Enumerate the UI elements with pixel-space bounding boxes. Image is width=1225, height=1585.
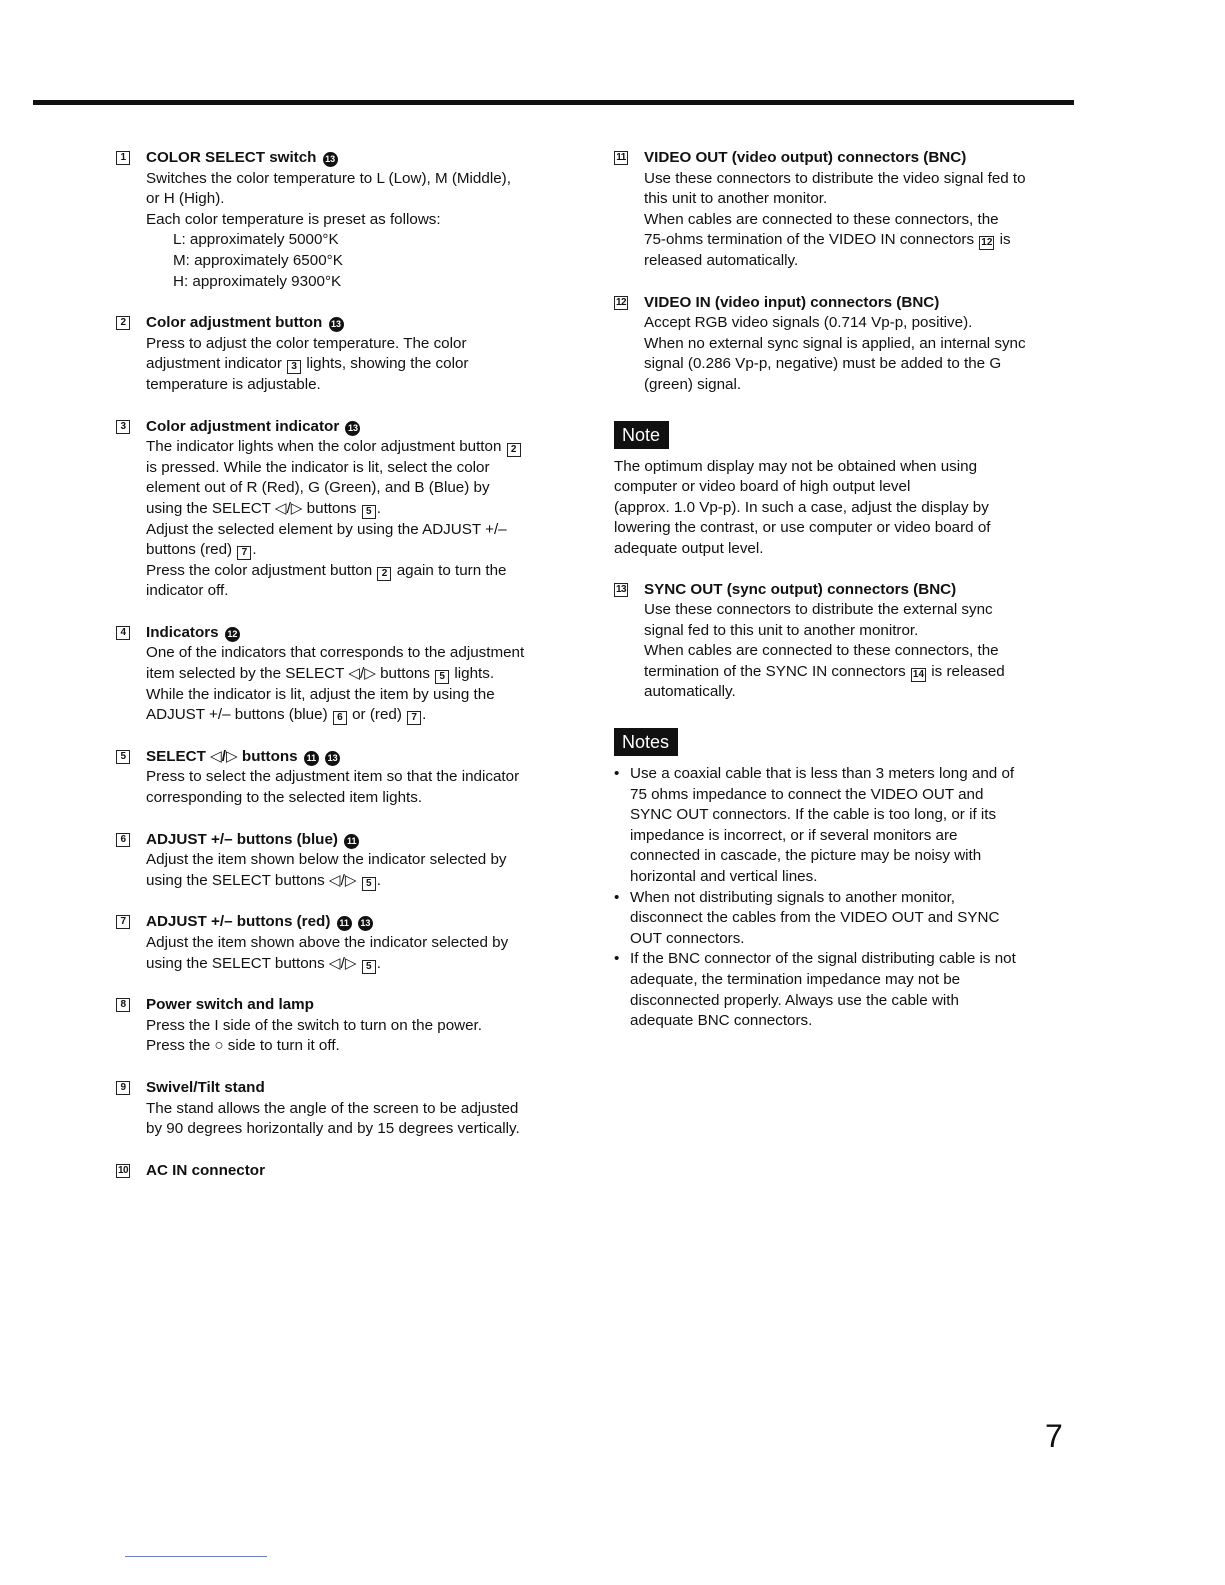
text-line: Adjust the item shown below the indicator selected by bbox=[146, 851, 507, 869]
item-number: 13 bbox=[615, 583, 627, 595]
text-line: using the SELECT buttons ◁/▷ 5 . bbox=[146, 954, 381, 972]
item-number: 3 bbox=[116, 420, 130, 434]
item-13 bbox=[614, 580, 1074, 704]
item-ref: 7 bbox=[237, 546, 251, 560]
text-line: Adjust the item shown above the indicator selected by bbox=[146, 934, 509, 951]
item-6 bbox=[116, 830, 576, 892]
text-line: Adjust the selected element by using the ADJUST +/– bbox=[146, 520, 507, 538]
note-line: The optimum display may not be obtained when using bbox=[614, 457, 978, 475]
item-number: 8 bbox=[116, 998, 130, 1012]
item-number: 5 bbox=[116, 750, 130, 764]
circled-ref: 13 bbox=[325, 751, 340, 766]
item-number: 12 bbox=[615, 296, 627, 308]
item-5 bbox=[116, 747, 576, 809]
item-title: Color adjustment button bbox=[146, 314, 323, 332]
circled-ref: 13 bbox=[323, 152, 338, 167]
item-title: Color adjustment indicator bbox=[146, 417, 340, 435]
text-line: Each color temperature is preset as follows: bbox=[146, 210, 441, 228]
text-line: When cables are connected to these connectors, the bbox=[644, 642, 999, 660]
text-line: While the indicator is lit, adjust the item by using the bbox=[146, 685, 495, 703]
item-title: Indicators bbox=[146, 623, 219, 641]
circled-ref: 13 bbox=[358, 916, 373, 931]
item-ref: 14 bbox=[912, 668, 925, 680]
text-line: The stand allows the angle of the screen to be adjusted bbox=[146, 1099, 519, 1117]
notes-block bbox=[614, 724, 1074, 1032]
item-ref: 5 bbox=[362, 877, 376, 891]
note-badge: Note bbox=[614, 421, 669, 449]
item-9 bbox=[116, 1078, 576, 1140]
footer-rule bbox=[125, 1556, 267, 1557]
text-line: temperature is adjustable. bbox=[146, 375, 321, 393]
text-line: Press the ○ side to turn it off. bbox=[146, 1037, 340, 1055]
text-line: is pressed. While the indicator is lit, select the color bbox=[146, 458, 490, 476]
item-4 bbox=[116, 623, 576, 726]
item-ref: 2 bbox=[377, 567, 391, 581]
text-line: automatically. bbox=[644, 683, 736, 701]
item-12 bbox=[614, 293, 1074, 396]
item-number: 9 bbox=[116, 1081, 130, 1095]
preset-low: L: approximately 5000°K bbox=[173, 231, 339, 249]
item-2 bbox=[116, 313, 576, 395]
text-line: When no external sync signal is applied, an internal sync bbox=[644, 334, 1026, 352]
list-item: • Use a coaxial cable that is less than 3 meters long and of 75 ohms impedance to connect the VIDEO OUT and SYNC OUT connectors. If the cable is too long, or if its impedance is incorrect, or if several monitors are connected in cascade, the picture may be noisy with horizontal and vertical lines. bbox=[614, 764, 1074, 888]
text-line: One of the indicators that corresponds to the adjustment bbox=[146, 644, 525, 662]
item-number: 2 bbox=[116, 316, 130, 330]
item-ref: 5 bbox=[435, 670, 449, 684]
page-number: 7 bbox=[1045, 1418, 1063, 1454]
item-number: 1 bbox=[116, 151, 130, 165]
item-10 bbox=[116, 1161, 576, 1182]
text-line: Switches the color temperature to L (Low), M (Middle), bbox=[146, 169, 511, 187]
text-line: item selected by the SELECT ◁/▷ buttons 5 lights. bbox=[146, 665, 495, 683]
text-line: Press the I side of the switch to turn on the power. bbox=[146, 1016, 482, 1034]
item-ref: 5 bbox=[362, 960, 376, 974]
list-item: • When not distributing signals to another monitor, disconnect the cables from the VIDEO OUT and SYNC OUT connectors. bbox=[614, 888, 1074, 950]
text-line: or H (High). bbox=[146, 190, 225, 208]
item-number: 11 bbox=[614, 151, 628, 165]
text-line: corresponding to the selected item lights. bbox=[146, 789, 423, 807]
item-11 bbox=[614, 148, 1074, 272]
item-number: 4 bbox=[116, 626, 130, 640]
item-ref: 6 bbox=[333, 711, 347, 725]
item-title: VIDEO IN (video input) connectors (BNC) bbox=[644, 293, 940, 311]
item-title: COLOR SELECT switch bbox=[146, 149, 317, 166]
text-line: termination of the SYNC IN connectors 14 is released bbox=[644, 662, 1005, 680]
text-line: by 90 degrees horizontally and by 15 degrees vertically. bbox=[146, 1120, 520, 1138]
item-8 bbox=[116, 995, 576, 1057]
text-line: When cables are connected to these connectors, the bbox=[644, 210, 999, 228]
text-line: released automatically. bbox=[644, 251, 799, 269]
item-title: ADJUST +/– buttons (red) bbox=[146, 913, 331, 931]
item-ref: 12 bbox=[981, 237, 993, 249]
item-number: 6 bbox=[116, 833, 130, 847]
circled-ref: 13 bbox=[329, 317, 344, 332]
text-line: Accept RGB video signals (0.714 Vp-p, positive). bbox=[644, 314, 973, 332]
item-7 bbox=[116, 912, 576, 974]
text-line: (green) signal. bbox=[644, 375, 742, 393]
text-line: The indicator lights when the color adjustment button 2 bbox=[146, 437, 576, 458]
text-line: signal fed to this unit to another monitror. bbox=[644, 621, 919, 639]
text-line: using the SELECT ◁/▷ buttons 5 . bbox=[146, 499, 381, 517]
item-3 bbox=[116, 417, 576, 602]
note-line: adequate output level. bbox=[614, 539, 764, 557]
circled-ref: 11 bbox=[344, 834, 359, 849]
item-title: ADJUST +/– buttons (blue) bbox=[146, 830, 338, 848]
item-title: AC IN connector bbox=[146, 1161, 265, 1179]
left-column bbox=[116, 148, 576, 1202]
text-line: Press to adjust the color temperature. The color bbox=[146, 334, 467, 352]
text-line: Use these connectors to distribute the video signal fed to bbox=[644, 169, 1026, 187]
note-line: lowering the contrast, or use computer or video board of bbox=[614, 519, 991, 537]
text-line: Use these connectors to distribute the external sync bbox=[644, 601, 993, 619]
text-line: ADJUST +/– buttons (blue) 6 or (red) 7 . bbox=[146, 706, 427, 724]
item-title: VIDEO OUT (video output) connectors (BNC) bbox=[644, 149, 967, 166]
list-item: • If the BNC connector of the signal distributing cable is not adequate, the termination impedance may not be disconnected properly. Always use the cable with adequate BNC connectors. bbox=[614, 949, 1074, 1031]
item-title: SELECT ◁/▷ buttons bbox=[146, 747, 298, 765]
text-line: buttons (red) 7 . bbox=[146, 541, 257, 559]
text-line: indicator off. bbox=[146, 582, 229, 600]
text-line: Press to select the adjustment item so that the indicator bbox=[146, 768, 520, 786]
circled-ref: 12 bbox=[225, 627, 240, 642]
text-line: adjustment indicator 3 lights, showing the color bbox=[146, 355, 469, 373]
item-title: SYNC OUT (sync output) connectors (BNC) bbox=[644, 580, 957, 598]
item-ref: 7 bbox=[407, 711, 421, 725]
text-line: using the SELECT buttons ◁/▷ 5 . bbox=[146, 871, 381, 889]
item-ref: 2 bbox=[507, 443, 521, 457]
text-line: 75-ohms termination of the VIDEO IN connectors 12 is bbox=[644, 231, 1011, 249]
text-line: Press the color adjustment button 2 again to turn the bbox=[146, 561, 507, 579]
item-1 bbox=[116, 148, 576, 292]
note-block bbox=[614, 417, 1074, 560]
note-line: computer or video board of high output level bbox=[614, 478, 911, 496]
circled-ref: 13 bbox=[345, 421, 360, 436]
circled-ref: 11 bbox=[337, 916, 352, 931]
text-line: element out of R (Red), G (Green), and B (Blue) by bbox=[146, 479, 490, 497]
text-line: this unit to another monitor. bbox=[644, 190, 828, 208]
text-line: signal (0.286 Vp-p, negative) must be added to the G bbox=[644, 355, 1002, 373]
top-rule bbox=[33, 100, 1074, 105]
notes-badge: Notes bbox=[614, 728, 678, 756]
item-number: 10 bbox=[117, 1164, 129, 1176]
item-number: 7 bbox=[116, 915, 130, 929]
note-line: (approx. 1.0 Vp-p). In such a case, adjust the display by bbox=[614, 498, 989, 516]
circled-ref: 11 bbox=[304, 751, 319, 766]
right-column bbox=[614, 148, 1074, 1052]
preset-middle: M: approximately 6500°K bbox=[173, 251, 343, 269]
notes-list bbox=[614, 764, 1074, 1032]
preset-high: H: approximately 9300°K bbox=[173, 272, 342, 290]
item-ref: 3 bbox=[287, 360, 301, 374]
item-title: Swivel/Tilt stand bbox=[146, 1078, 265, 1096]
item-title: Power switch and lamp bbox=[146, 996, 314, 1014]
item-ref: 5 bbox=[362, 505, 376, 519]
